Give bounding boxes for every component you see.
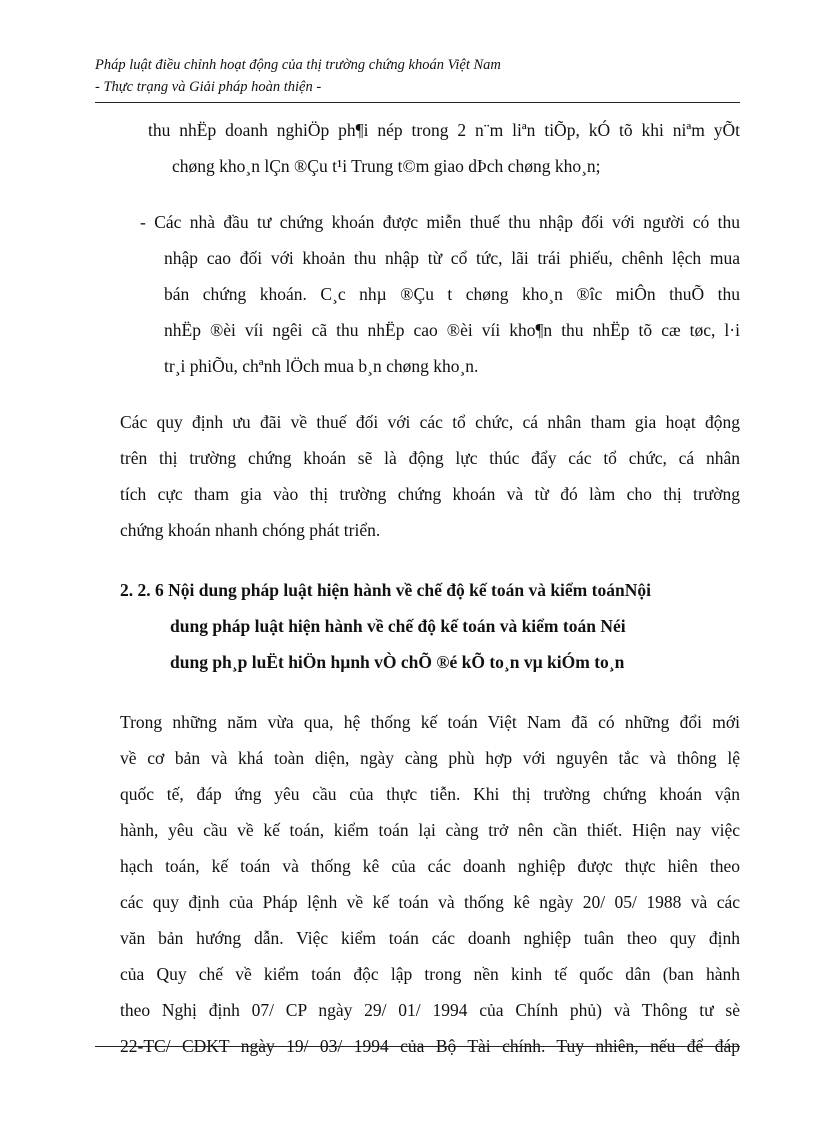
- heading-line: dung ph¸p luËt hiÖn hµnh vÒ chÕ ®é kÕ to¸n vµ kiÓm to¸n: [170, 652, 625, 672]
- text-line: chøng kho¸n lÇn ®Çu t¹i Trung t©m giao dÞch chøng kho¸n;: [172, 156, 601, 176]
- text-line: 22-TC/ CĐKT ngày 19/ 03/ 1994 của Bộ Tài chính. Tuy nhiên, nếu để đáp: [120, 1036, 740, 1056]
- text-line: thu nhËp doanh nghiÖp ph¶i nép trong 2 n¨m liªn tiÕp, kÓ tõ khi niªm yÕt: [148, 120, 740, 140]
- text-line: hạch toán, kế toán và thống kê của các doanh nghiệp được thực hiên theo: [120, 856, 740, 876]
- text-line: chứng khoán nhanh chóng phát triển.: [120, 520, 381, 540]
- text-line: quốc tế, đáp ứng yêu cầu của thực tiễn. Khi thị trường chứng khoán vận: [120, 784, 740, 804]
- paragraph-accounting: [120, 704, 740, 1064]
- text-line: về cơ bản và khá toàn diện, ngày càng phù hợp với nguyên tắc và thông lệ: [120, 748, 740, 768]
- text-line: văn bản hướng dẫn. Việc kiểm toán các doanh nghiệp tuân theo quy định: [120, 928, 740, 948]
- text-line: Các quy định ưu đãi về thuế đối với các tổ chức, cá nhân tham gia hoạt động: [120, 412, 740, 432]
- text-line: nhập cao đối với khoản thu nhập từ cổ tức, lãi trái phiếu, chênh lệch mua: [164, 248, 740, 268]
- heading-line: 2. 2. 6 Nội dung pháp luật hiện hành về chế độ kế toán và kiểm toánNội: [120, 580, 651, 600]
- text-line: - Các nhà đầu tư chứng khoán được miễn thuế thu nhập đối với người có thu: [140, 212, 740, 232]
- bullet-paragraph: [140, 204, 740, 384]
- text-line: trên thị trường chứng khoán sẽ là động lực thúc đẩy các tổ chức, cá nhân: [120, 448, 740, 468]
- header-divider: [95, 102, 740, 103]
- text-line: bán chứng khoán. C¸c nhµ ®Çu t chøng kho¸n ®îc miÔn thuÕ thu: [164, 284, 740, 304]
- text-line: hành, yêu cầu về kế toán, kiểm toán lại càng trở nên cần thiết. Hiện nay việc: [120, 820, 740, 840]
- footer-divider: [95, 1046, 740, 1047]
- section-heading: [120, 572, 740, 680]
- document-body: [120, 112, 740, 1064]
- heading-line: dung pháp luật hiện hành về chế độ kế toán và kiểm toán Néi: [170, 616, 626, 636]
- text-line: của Quy chế về kiểm toán độc lập trong nền kinh tế quốc dân (ban hành: [120, 964, 740, 984]
- text-line: nhËp ®èi víi ngêi cã thu nhËp cao ®èi víi kho¶n thu nhËp tõ cæ tøc, l·i: [164, 320, 740, 340]
- text-line: tr¸i phiÕu, chªnh lÖch mua b¸n chøng kho¸n.: [164, 356, 479, 376]
- paragraph-continued: [148, 112, 740, 184]
- header-title: Pháp luật điều chỉnh hoạt động của thị trường chứng khoán Việt Nam: [95, 57, 501, 73]
- header-subtitle: - Thực trạng và Giải pháp hoàn thiện -: [95, 79, 322, 95]
- text-line: tích cực tham gia vào thị trường chứng khoán và từ đó làm cho thị trường: [120, 484, 740, 504]
- text-line: các quy định của Pháp lệnh về kế toán và thống kê ngày 20/ 05/ 1988 và các: [120, 892, 740, 912]
- running-header: [95, 54, 745, 98]
- paragraph-tax-incentives: [120, 404, 740, 548]
- text-line: theo Nghị định 07/ CP ngày 29/ 01/ 1994 của Chính phủ) và Thông tư sè: [120, 1000, 740, 1020]
- text-line: Trong những năm vừa qua, hệ thống kế toán Việt Nam đã có những đổi mới: [120, 712, 740, 732]
